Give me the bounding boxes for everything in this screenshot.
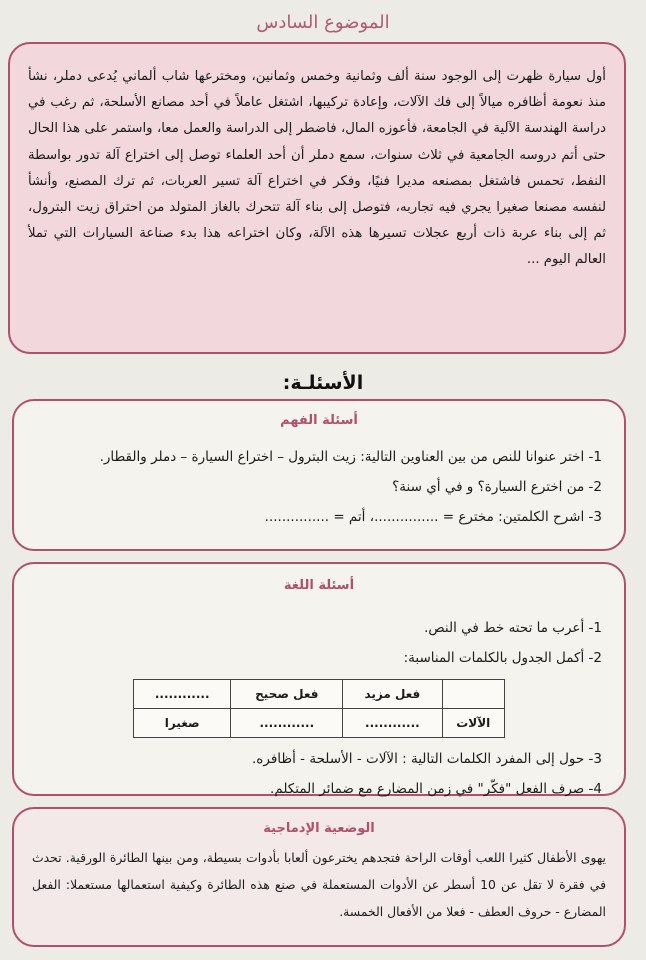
- table-cell: ............: [343, 709, 442, 738]
- language-box: [12, 562, 626, 796]
- language-question-2: 2- أكمل الجدول بالكلمات المناسبة:: [403, 650, 602, 666]
- table-cell: [442, 680, 504, 709]
- table-cell: صغيرا: [134, 709, 231, 738]
- language-question-4: 4- صرف الفعل "فكّر" في زمن المضارع مع ضمائر المتكلم.: [270, 781, 602, 797]
- language-question-1: 1- أعرب ما تحته خط في النص.: [424, 620, 602, 636]
- story-text: أول سيارة ظهرت إلى الوجود سنة ألف وثمانية وخمس وثمانين، ومخترعها شاب ألماني يُدعى دملر، نشأ منذ نعومة أظافره ميالاً إلى فك الآلات، وإعادة تركيبها، اشتغل عاملاً في أحد مصانع الأسلحة، ثم رغب في دراسة الهندسة الآلية في الجامعة، فأعوزه المال، فاضطر إلى الدراسة والعمل معا، واستمر على هذا الحال حتى أتم دروسه الجامعية في ثلاث سنوات، سمع دملر أن أحد العلماء توصل إلى اختراع آلة تدور بواسطة النفط، تحمس فاشتغل بمصنعه مديرا فنيًا، وفكر في اختراع آلة تسير العربات، ثم ترك المصنع، وأنشأ لنفسه مصنعا صغيرا يجري فيه تجاربه، فتوصل إلى بناء آلة تتحرك بالغاز المتولد من احتراق زيت البترول، ثم إلى بناء عربة ذات أربع عجلات تسيرها هذه الآلة، وكان اختراعه هذا بدء صناعة السيارات التي تملأ العالم اليوم ...: [28, 69, 606, 268]
- topic-title: الموضوع السادس: [256, 12, 390, 33]
- comprehension-question-1: 1- اختر عنوانا للنص من بين العناوين التالية: زيت البترول – اختراع السيارة – دملر والقطار.: [99, 449, 602, 465]
- words-table: [133, 679, 505, 738]
- table-cell: فعل صحيح: [231, 680, 343, 709]
- comprehension-box: [12, 399, 626, 551]
- table-cell: ............: [231, 709, 343, 738]
- story-box: [8, 42, 626, 354]
- comprehension-title: أسئلة الفهم: [280, 413, 358, 428]
- comprehension-question-3: 3- اشرح الكلمتين: مخترع = ...............، أتم = ...............: [264, 509, 602, 525]
- table-cell: الآلات: [442, 709, 504, 738]
- table-row: [134, 680, 505, 709]
- comprehension-question-2: 2- من اخترع السيارة؟ و في أي سنة؟: [392, 479, 602, 495]
- table-row: [134, 709, 505, 738]
- questions-heading: الأسئلـة:: [282, 372, 364, 394]
- language-question-3: 3- حول إلى المفرد الكلمات التالية : الآلات - الأسلحة - أظافره.: [252, 751, 602, 767]
- situation-text: يهوى الأطفال كثيرا اللعب أوقات الراحة فتجدهم يخترعون ألعابا بأدوات بسيطة، ومن بينها الطائرة الورقية. تحدث في فقرة لا تقل عن 10 أسطر عن الأدوات المستعملة في صنع هذه الطائرة وكيفية استعمالها مستعملا: الفعل المضارع - حروف العطف - فعلا من الأفعال الخمسة.: [32, 850, 606, 919]
- integration-situation-box: [12, 807, 626, 947]
- table-cell: ............: [134, 680, 231, 709]
- table-cell: فعل مزيد: [343, 680, 442, 709]
- language-title: أسئلة اللغة: [283, 578, 355, 593]
- situation-title: الوضعية الإدماجية: [263, 821, 375, 836]
